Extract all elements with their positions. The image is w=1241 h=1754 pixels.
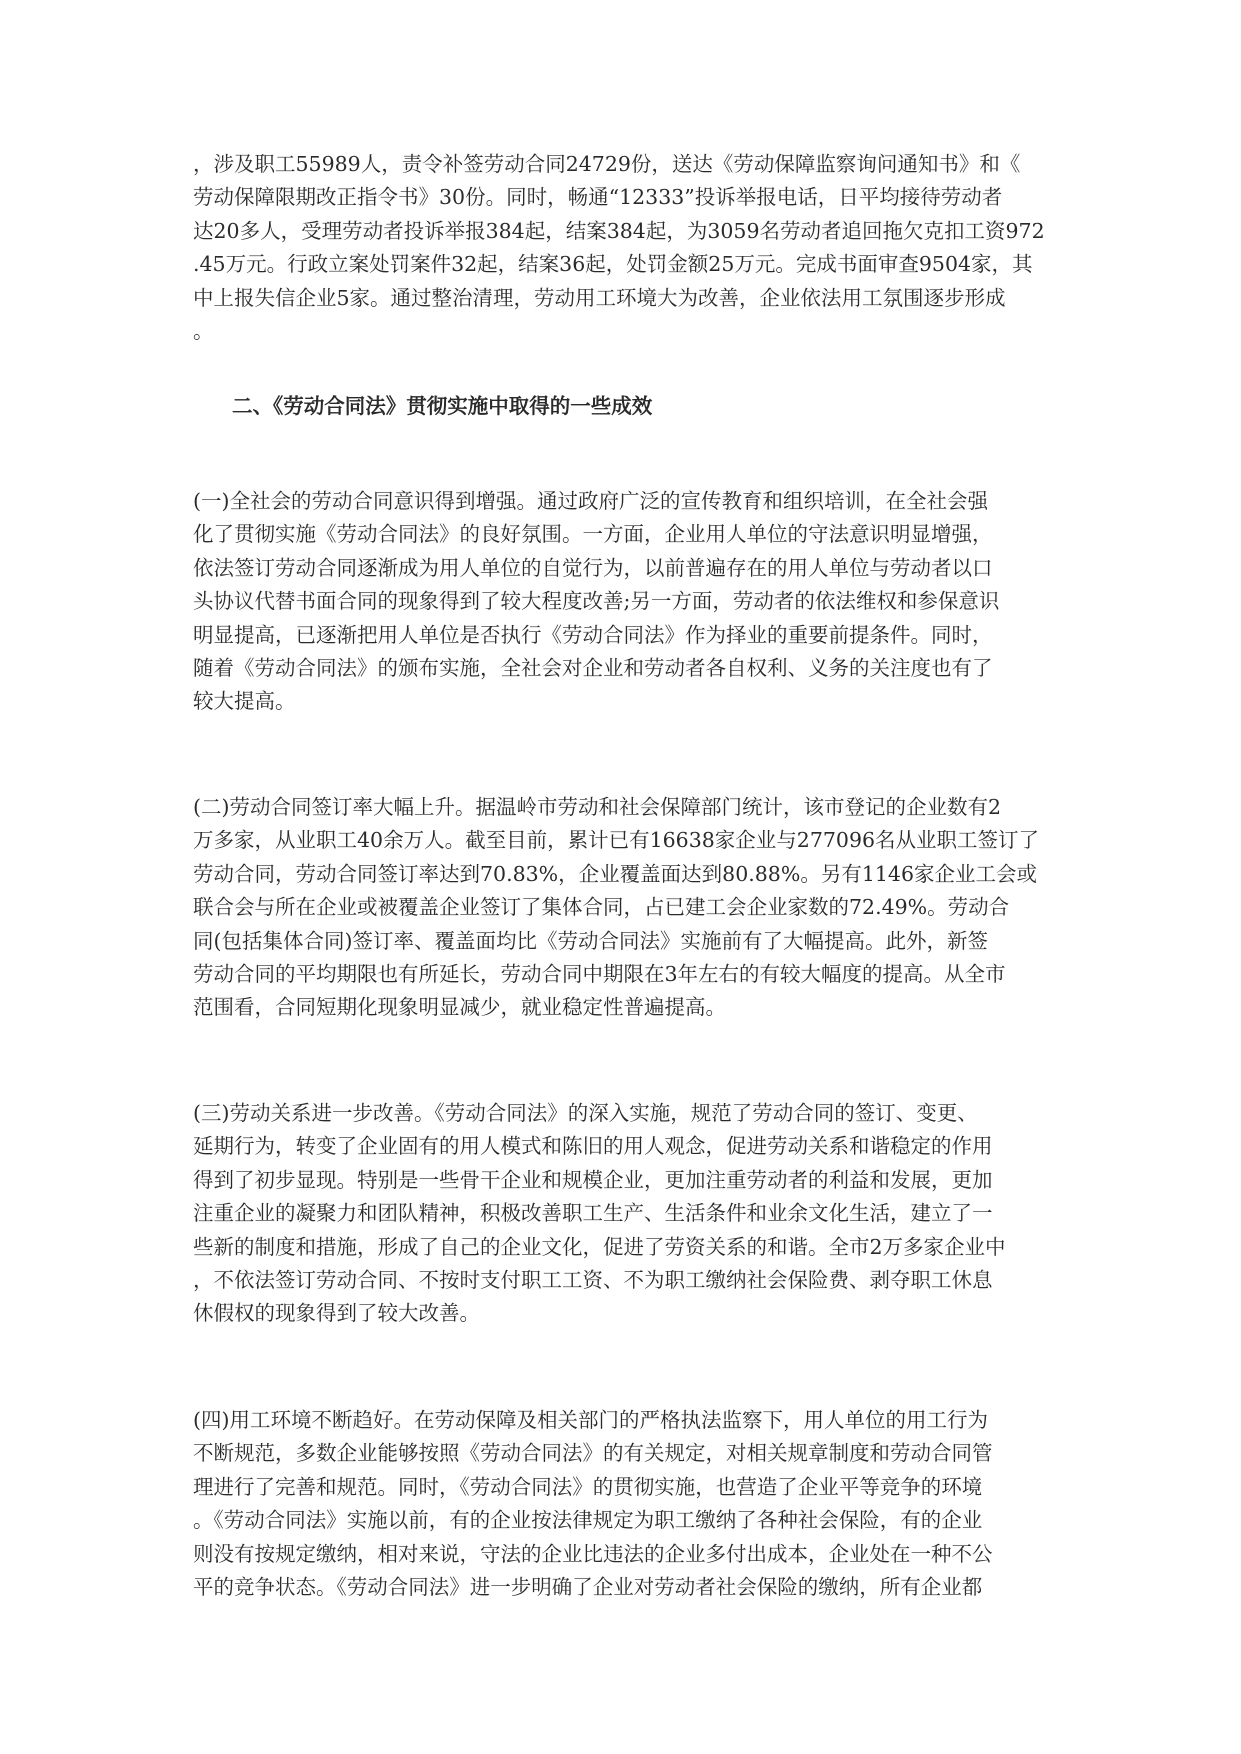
- paragraph-contract-awareness: (一)全社会的劳动合同意识得到增强。通过政府广泛的宣传教育和组织培训，在全社会强 化了贯彻实施《劳动合同法》的良好氛围。一方面，企业用人单位的守法意识明显增强， 依法签订劳动合同逐渐成为用人单位的自觉行为，以前普遍存在的用人单位与劳动者以口 头协议代替书面合同的现象得到了较大程度改善;另一方面，劳动者的依法维权和参保意识 明显提高，已逐渐把用人单位是否执行《劳动合同法》作为择业的重要前提条件。同时， 随着《劳动合同法》的颁布实施，全社会对企业和劳动者各自权利、义务的关注度也有了 较大提高。: [193, 489, 1000, 714]
- paragraph-enforcement-results: ，涉及职工55989人，责令补签劳动合同24729份，送达《劳动保障监察询问通知书》和《 劳动保障限期改正指令书》30份。同时，畅通“12333”投诉举报电话，日平均接待劳动者 达20多人，受理劳动者投诉举报384起，结案384起，为3059名劳动者追回拖欠克扣工资972 .45万元。行政立案处罚案件32起，结案36起，处罚金额25万元。完成书面审查9504家，其 中上报失信企业5家。通过整治清理，劳动用工环境大为改善，企业依法用工氛围逐步形成 。: [193, 152, 1045, 344]
- paragraph-signing-rate: (二)劳动合同签订率大幅上升。据温岭市劳动和社会保障部门统计，该市登记的企业数有2 万多家，从业职工40余万人。截至目前，累计已有16638家企业与277096名从业职工签订了 劳动合同，劳动合同签订率达到70.83%，企业覆盖面达到80.88%。另有1146家企业工会或 联合会与所在企业或被覆盖企业签订了集体合同，占已建工会企业家数的72.49%。劳动合 同(包括集体合同)签订率、覆盖面均比《劳动合同法》实施前有了大幅提高。此外，新签 劳动合同的平均期限也有所延长，劳动合同中期限在3年左右的有较大幅度的提高。从全市 范围看，合同短期化现象明显减少，就业稳定性普遍提高。: [193, 795, 1040, 1020]
- paragraph-labor-relations: (三)劳动关系进一步改善。《劳动合同法》的深入实施，规范了劳动合同的签订、变更、 延期行为，转变了企业固有的用人模式和陈旧的用人观念，促进劳动关系和谐稳定的作用 得到了初步显现。特别是一些骨干企业和规模企业，更加注重劳动者的利益和发展，更加 注重企业的凝聚力和团队精神，积极改善职工生产、生活条件和业余文化生活，建立了一 些新的制度和措施，形成了自己的企业文化，促进了劳资关系的和谐。全市2万多家企业中 ，不依法签订劳动合同、不按时支付职工工资、不为职工缴纳社会保险费、剥夺职工休息 休假权的现象得到了较大改善。: [193, 1101, 1006, 1326]
- paragraph-employment-environment: (四)用工环境不断趋好。在劳动保障及相关部门的严格执法监察下，用人单位的用工行为 不断规范，多数企业能够按照《劳动合同法》的有关规定，对相关规章制度和劳动合同管 理进行了完善和规范。同时，《劳动合同法》的贯彻实施，也营造了企业平等竞争的环境 。《劳动合同法》实施以前，有的企业按法律规定为职工缴纳了各种社会保险，有的企业 则没有按规定缴纳，相对来说，守法的企业比违法的企业多付出成本，企业处在一种不公 平的竞争状态。《劳动合同法》进一步明确了企业对劳动者社会保险的缴纳，所有企业都: [193, 1408, 993, 1600]
- section-heading: 二、《劳动合同法》贯彻实施中取得的一些成效: [232, 394, 653, 418]
